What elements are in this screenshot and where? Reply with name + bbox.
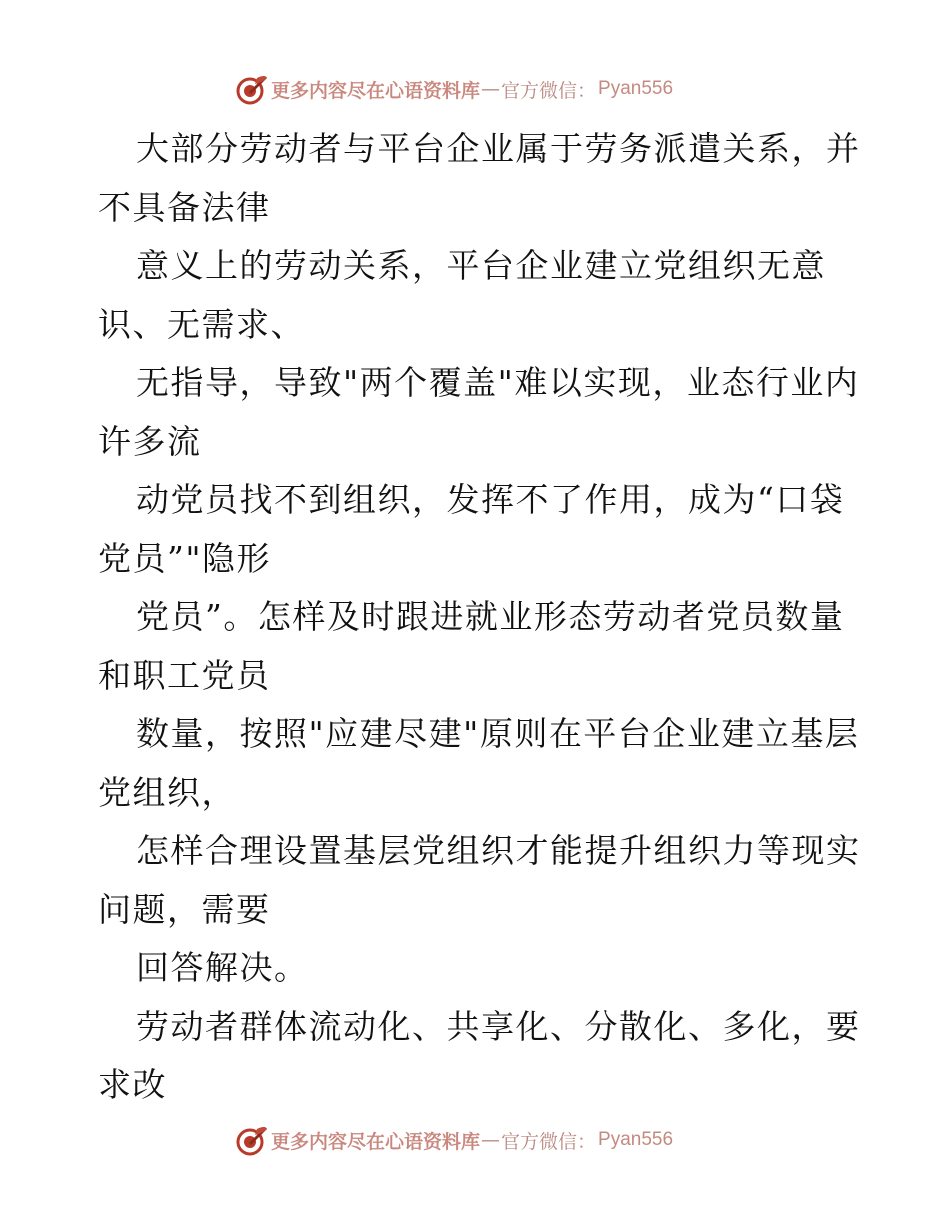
text-line: 大部分劳动者与平台企业属于劳务派遣关系，并 [136,129,861,168]
footer-banner[interactable] [235,1123,715,1157]
text-line: 不具备法律 [98,187,271,227]
banner-site-name: 更多内容尽在心语资料库 [271,79,481,102]
text-line: 怎样合理设置基层党组织才能提升组织力等现实 [136,831,861,870]
text-line: 许多流 [98,421,202,461]
header-banner[interactable] [235,72,715,106]
banner-dash: — [481,1129,501,1151]
text-line: 识、无需求、 [98,304,305,344]
quill-pen-logo-icon [235,1123,269,1157]
text-line: 无指导，导致"两个覆盖"难以实现，业态行业内 [136,363,860,402]
banner-wechat-id: Pyan556 [598,1129,674,1150]
text-line: 劳动者群体流动化、共享化、分散化、多化，要 [136,1006,861,1046]
text-line: 数量，按照"应建尽建"原则在平台企业建立基层 [136,714,860,753]
text-line: 求改 [98,1065,167,1104]
text-line: 党员”。怎样及时跟进就业形态劳动者党员数量 [136,597,845,636]
banner-dash: — [481,78,501,100]
quill-pen-logo-icon [235,72,269,106]
text-line: 和职工党员 [98,655,271,695]
body-text [98,120,861,1115]
text-line: 问题，需要 [98,889,271,929]
text-line: 党员”"隐形 [98,538,272,578]
banner-wechat-id: Pyan556 [598,78,674,99]
banner-wechat-label: 官方微信： [501,1130,597,1153]
banner-wechat-label: 官方微信： [501,79,597,102]
text-line: 动党员找不到组织，发挥不了作用，成为“口袋 [136,480,845,519]
text-line: 回答解决。 [136,948,309,987]
banner-site-name: 更多内容尽在心语资料库 [271,1130,481,1153]
text-line: 意义上的劳动关系，平台企业建立党组织无意 [136,246,826,285]
text-line: 党组织， [98,772,236,812]
